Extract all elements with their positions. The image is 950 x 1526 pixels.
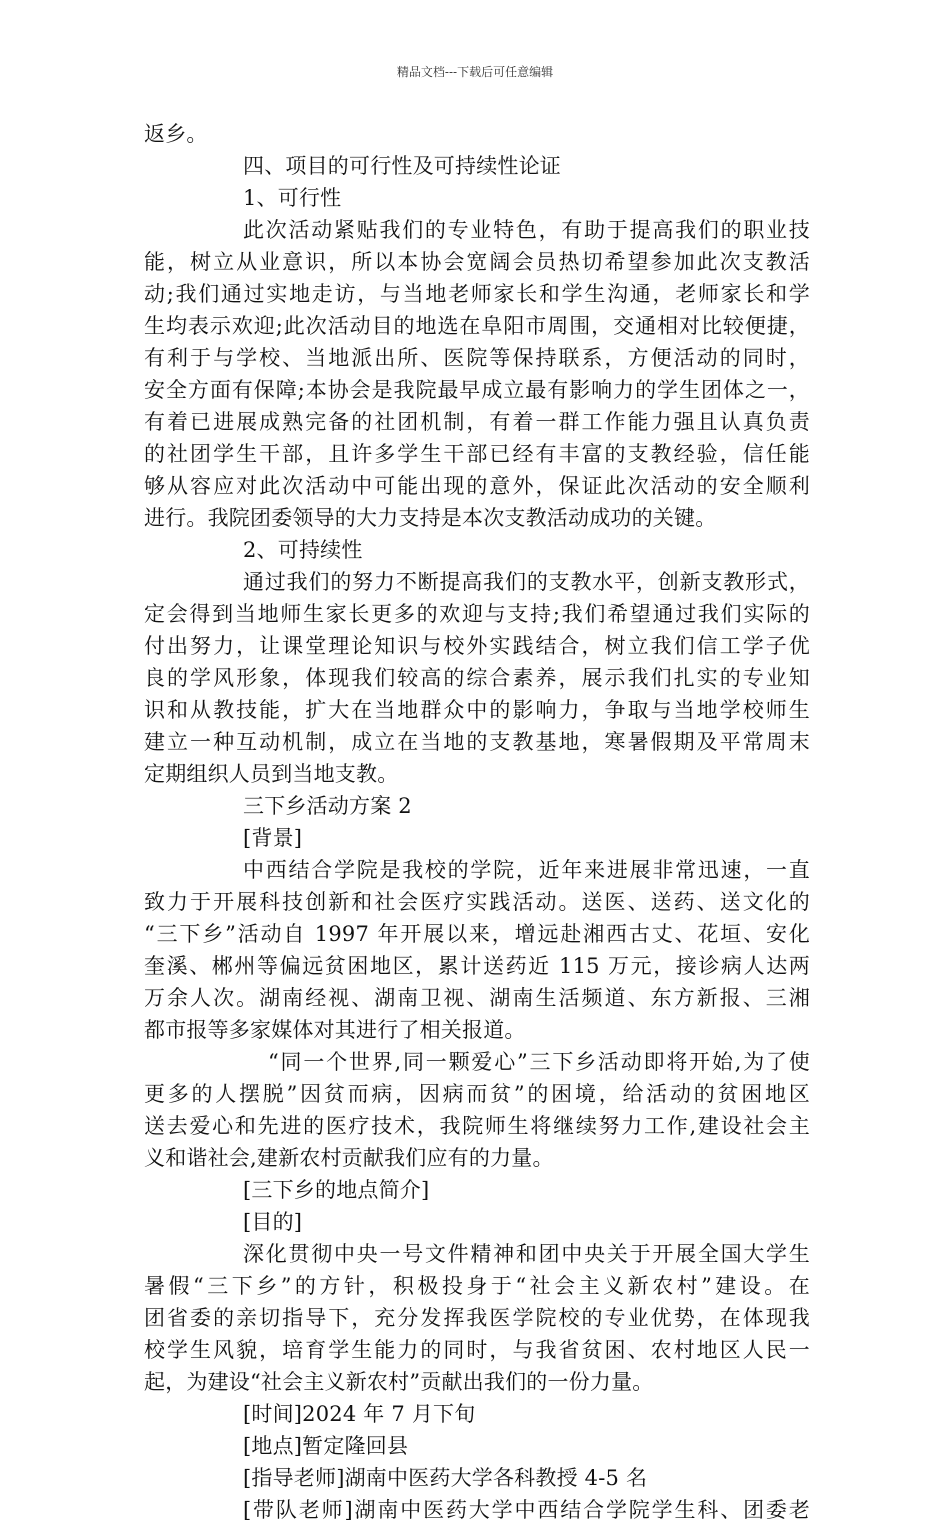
text-line: 此次活动紧贴我们的专业特色，有助于提高我们的职业技: [243, 218, 810, 242]
text-line: 通过我们的努力不断提高我们的支教水平，创新支教形式，: [243, 570, 810, 594]
text-line: 能，树立从业意识，所以本协会宽阔会员热切希望参加此次支教活: [144, 250, 810, 274]
text-line: “同一个世界,同一颗爱心”三下乡活动即将开始,为了使: [268, 1050, 810, 1074]
text-line: [指导老师]湖南中医药大学各科教授 4-5 名: [243, 1466, 648, 1490]
document-body: [144, 118, 810, 1526]
text-line: 都市报等多家媒体对其进行了相关报道。: [144, 1018, 526, 1042]
text-line: 1、可行性: [243, 186, 342, 210]
text-line: [三下乡的地点简介]: [243, 1178, 430, 1202]
text-line: 送去爱心和先进的医疗技术，我院师生将继续努力工作,建设社会主: [144, 1114, 810, 1138]
text-line: 校学生风貌，培育学生能力的同时，与我省贫困、农村地区人民一: [144, 1338, 810, 1362]
text-line: 建立一种互动机制，成立在当地的支教基地，寒暑假期及平常周末: [144, 730, 810, 754]
text-line: 有着已进展成熟完备的社团机制，有着一群工作能力强且认真负责: [144, 410, 810, 434]
text-line: 生均表示欢迎;此次活动目的地选在阜阳市周围，交通相对比较便捷，: [144, 314, 810, 338]
text-line: 致力于开展科技创新和社会医疗实践活动。送医、送药、送文化的: [144, 890, 810, 914]
text-line: 定会得到当地师生家长更多的欢迎与支持;我们希望通过我们实际的: [144, 602, 810, 626]
text-line: 够从容应对此次活动中可能出现的意外，保证此次活动的安全顺利: [144, 474, 810, 498]
text-line: 义和谐社会,建新农村贡献我们应有的力量。: [144, 1146, 554, 1170]
text-line: [目的]: [243, 1210, 303, 1234]
text-line: 万余人次。湖南经视、湖南卫视、湖南生活频道、东方新报、三湘: [144, 986, 810, 1010]
text-line: 三下乡活动方案 2: [243, 794, 412, 818]
page-header: 精品文档---下载后可任意编辑: [396, 65, 554, 79]
text-line: 安全方面有保障;本协会是我院最早成立最有影响力的学生团体之一，: [144, 378, 810, 402]
text-line: 深化贯彻中央一号文件精神和团中央关于开展全国大学生: [243, 1242, 810, 1266]
text-line: “三下乡”活动自 1997 年开展以来，增远赴湘西古丈、花垣、安化: [144, 922, 810, 946]
text-line: 良的学风形象，体现我们较高的综合素养，展示我们扎实的专业知: [144, 666, 810, 690]
text-line: 奎溪、郴州等偏远贫困地区，累计送药近 115 万元，接诊病人达两: [144, 954, 810, 978]
text-line: 起，为建设“社会主义新农村”贡献出我们的一份力量。: [144, 1370, 654, 1394]
text-line: 动;我们通过实地走访，与当地老师家长和学生沟通，老师家长和学: [144, 282, 810, 306]
text-line: [地点]暂定隆回县: [243, 1434, 409, 1458]
text-line: 进行。我院团委领导的大力支持是本次支教活动成功的关键。: [144, 506, 717, 530]
text-line: [带队老师]湖南中医药大学中西结合学院学生科、团委老: [243, 1498, 810, 1522]
text-line: 暑假“三下乡”的方针，积极投身于“社会主义新农村”建设。在: [144, 1274, 810, 1298]
text-line: 2、可持续性: [243, 538, 363, 562]
text-line: 的社团学生干部，且许多学生干部已经有丰富的支教经验，信任能: [144, 442, 810, 466]
text-line: 付出努力，让课堂理论知识与校外实践结合，树立我们信工学子优: [144, 634, 810, 658]
text-line: 中西结合学院是我校的学院，近年来进展非常迅速，一直: [243, 858, 810, 882]
text-line: 有利于与学校、当地派出所、医院等保持联系，方便活动的同时，: [144, 346, 810, 370]
text-line: 团省委的亲切指导下，充分发挥我医学院校的专业优势，在体现我: [144, 1306, 810, 1330]
text-line: 识和从教技能，扩大在当地群众中的影响力，争取与当地学校师生: [144, 698, 810, 722]
text-line: 四、项目的可行性及可持续性论证: [243, 154, 561, 178]
text-line: 定期组织人员到当地支教。: [144, 762, 399, 786]
text-line: [背景]: [243, 826, 303, 850]
text-line: 返乡。: [144, 122, 208, 146]
text-line: [时间]2024 年 7 月下旬: [243, 1402, 476, 1426]
text-line: 更多的人摆脱”因贫而病，因病而贫”的困境，给活动的贫困地区: [144, 1082, 810, 1106]
